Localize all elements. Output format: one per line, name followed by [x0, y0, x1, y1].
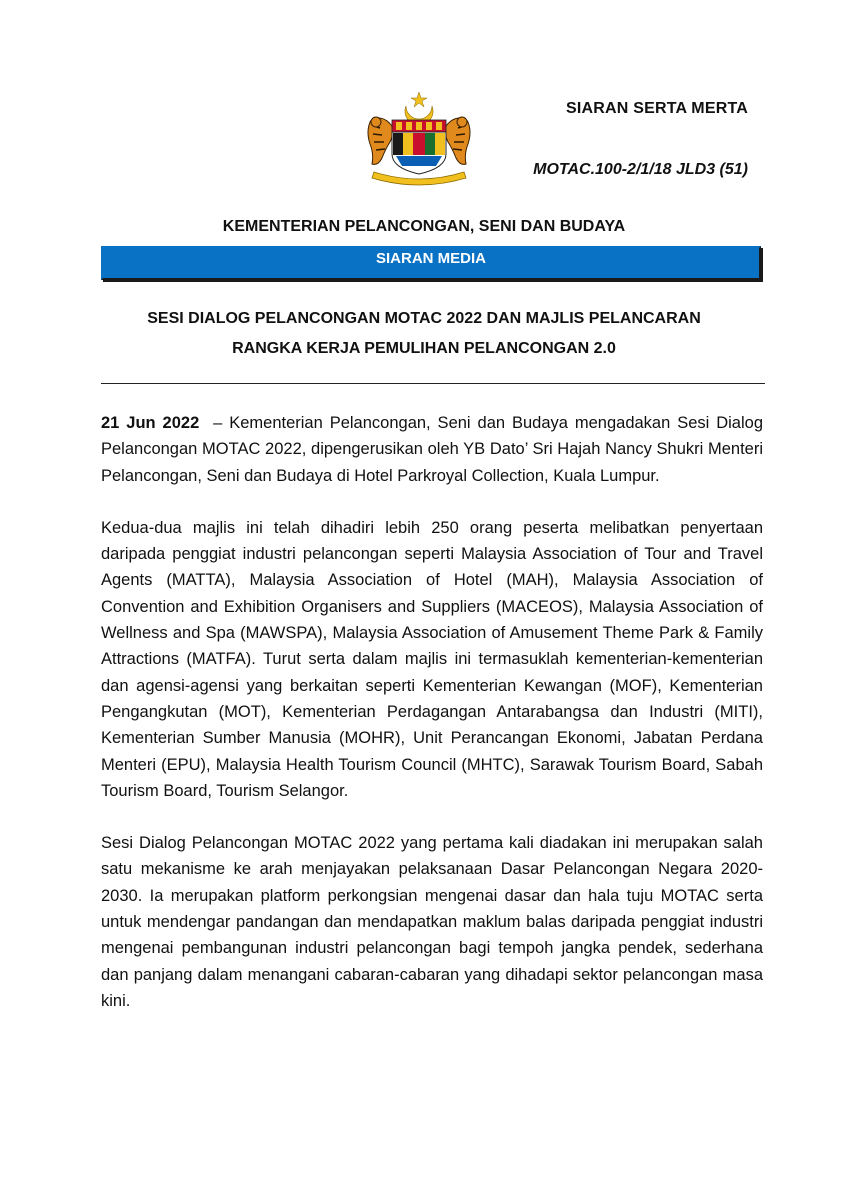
headline-line-2: RANGKA KERJA PEMULIHAN PELANCONGAN 2.0: [232, 340, 616, 357]
paragraph-3: Sesi Dialog Pelancongan MOTAC 2022 yang pertama kali diadakan ini merupakan salah satu mekanisme ke arah menjayakan pelaksanaan Dasar Pelancongan Negara 2020-2030. Ia merupakan platform perkongsian mengenai dasar dan hala tuju MOTAC serta untuk mendengar pandangan dan mendapatkan maklum balas daripada penggiat industri mengenai pembangunan industri pelancongan bagi tempoh jangka pendek, sederhana dan panjang dalam menangani cabaran-cabaran yang dihadapi sektor pelancongan masa kini.: [101, 834, 763, 1010]
media-release-label: SIARAN MEDIA: [375, 250, 486, 267]
ministry-name: KEMENTERIAN PELANCONGAN, SENI DAN BUDAYA: [222, 218, 626, 235]
reference-number: MOTAC.100-2/1/18 JLD3 (51): [533, 161, 748, 178]
release-type-label: SIARAN SERTA MERTA: [566, 100, 748, 117]
divider: [101, 383, 765, 384]
paragraph-1: [101, 410, 763, 489]
headline: [0, 304, 848, 364]
media-release-banner: [101, 246, 761, 280]
release-date: 21 Jun 2022: [101, 414, 200, 432]
malaysia-coat-of-arms-icon: [360, 92, 478, 188]
headline-line-1: SESI DIALOG PELANCONGAN MOTAC 2022 DAN MAJLIS PELANCARAN: [147, 310, 701, 327]
paragraph-2: Kedua-dua majlis ini telah dihadiri lebih 250 orang peserta melibatkan penyertaan daripada penggiat industri pelancongan seperti Malaysia Association of Tour and Travel Agents (MATTA), Malaysia Association of Hotel (MAH), Malaysia Association of Convention and Exhibition Organisers and Suppliers (MACEOS), Malaysia Association of Wellness and Spa (MAWSPA), Malaysia Association of Amusement Theme Park & Family Attractions (MATFA). Turut serta dalam majlis ini termasuklah kementerian-kementerian dan agensi-agensi yang berkaitan seperti Kementerian Kewangan (MOF), Kementerian Pengangkutan (MOT), Kementerian Perdagangan Antarabangsa dan Industri (MITI), Kementerian Sumber Manusia (MOHR), Unit Perancangan Ekonomi, Jabatan Perdana Menteri (EPU), Malaysia Health Tourism Council (MHTC), Sarawak Tourism Board, Sabah Tourism Board, Tourism Selangor.: [101, 518, 763, 800]
paragraph-1-text: – Kementerian Pelancongan, Seni dan Budaya mengadakan Sesi Dialog Pelancongan MOTAC 2022, dipengerusikan oleh YB Dato’ Sri Hajah Nancy Shukri Menteri Pelancongan, Seni dan Budaya di Hotel Parkroyal Collection, Kuala Lumpur.: [101, 414, 764, 485]
article-body: [101, 410, 763, 1040]
